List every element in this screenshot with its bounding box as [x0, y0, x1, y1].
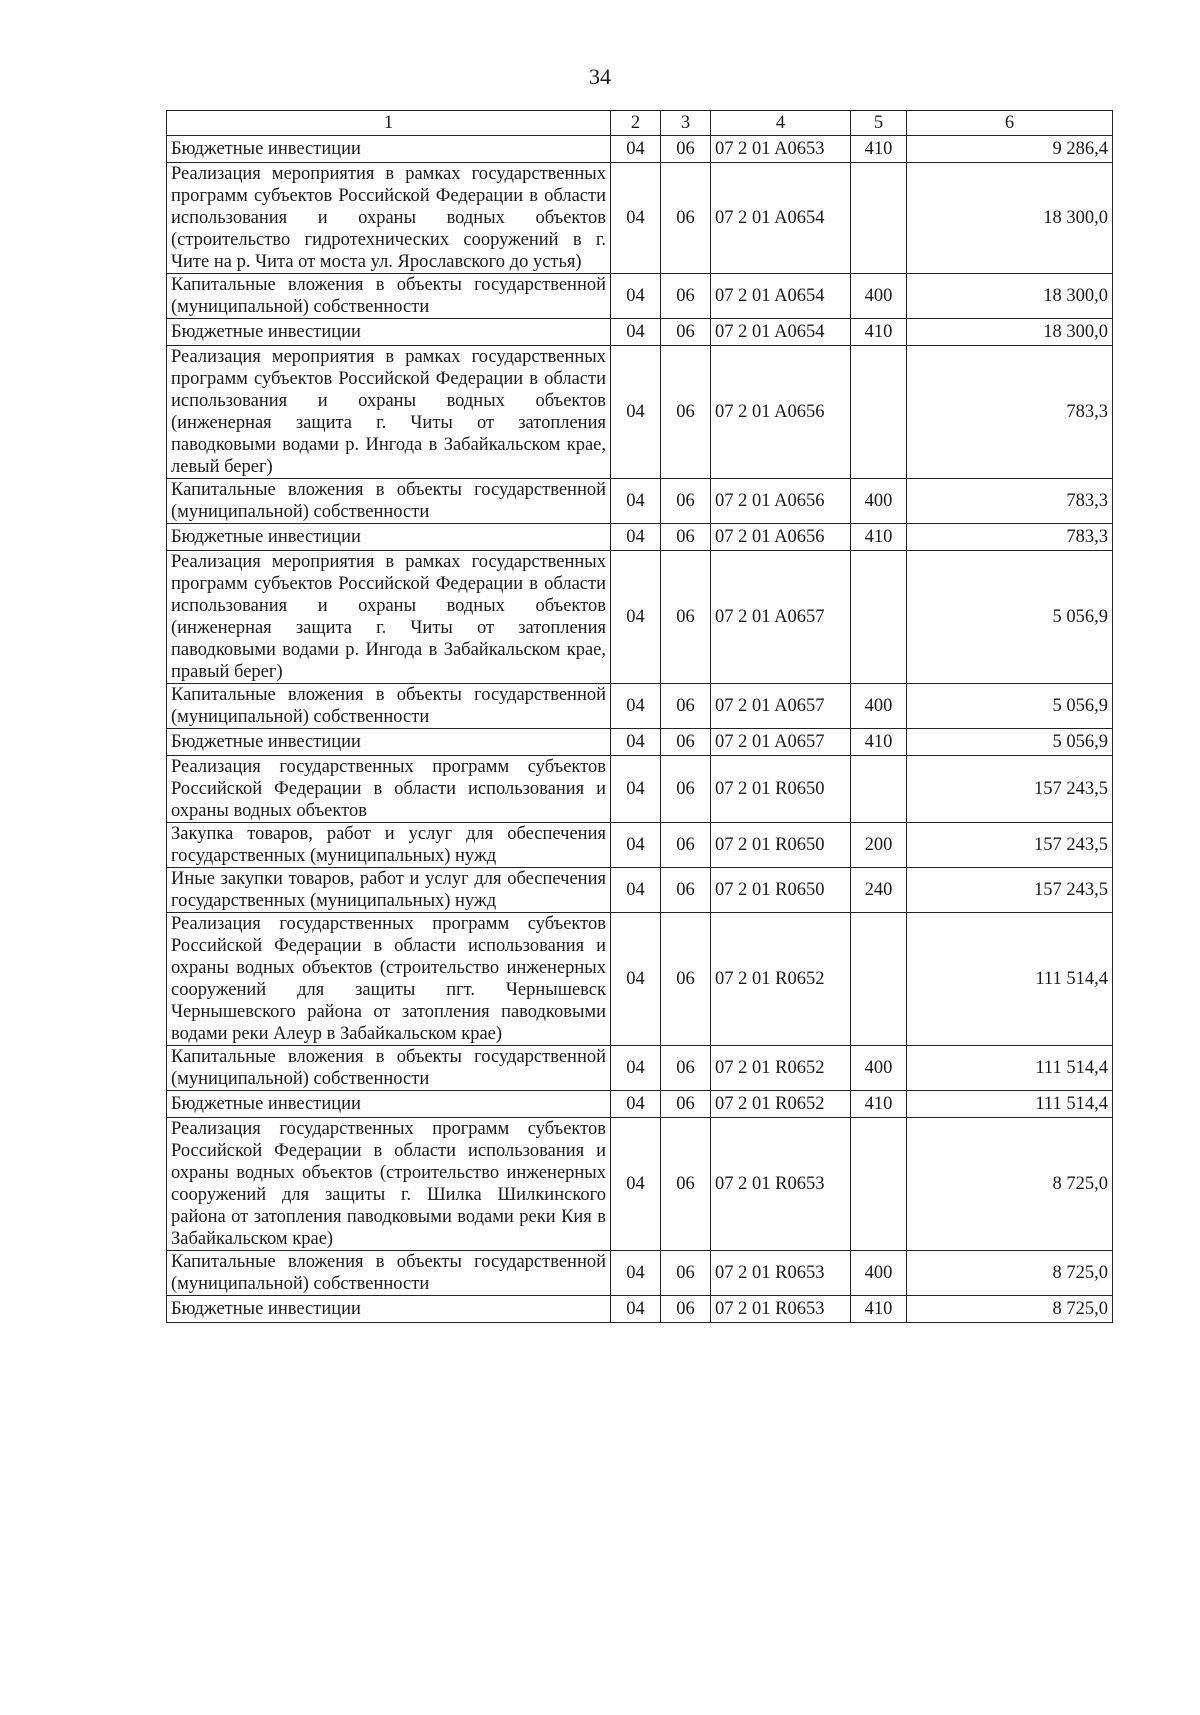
- row-subsection: 06: [661, 551, 711, 684]
- row-amount: 5 056,9: [907, 729, 1113, 756]
- column-header-5: 5: [851, 111, 907, 136]
- table-row: [167, 1251, 1113, 1296]
- row-subsection: 06: [661, 823, 711, 868]
- table-row: [167, 136, 1113, 163]
- row-amount: 8 725,0: [907, 1251, 1113, 1296]
- row-target-code: 07 2 01 R0652: [711, 1046, 851, 1091]
- row-target-code: 07 2 01 R0650: [711, 756, 851, 823]
- row-expense-type: 400: [851, 1046, 907, 1091]
- row-target-code: 07 2 01 R0650: [711, 868, 851, 913]
- row-subsection: 06: [661, 319, 711, 346]
- row-target-code: 07 2 01 R0653: [711, 1296, 851, 1323]
- row-name: Бюджетные инвестиции: [167, 319, 611, 346]
- row-target-code: 07 2 01 R0650: [711, 823, 851, 868]
- row-expense-type: 410: [851, 1091, 907, 1118]
- row-expense-type: [851, 346, 907, 479]
- row-subsection: 06: [661, 868, 711, 913]
- row-target-code: 07 2 01 A0657: [711, 729, 851, 756]
- row-name: Капитальные вложения в объекты государственной (муниципальной) собственности: [167, 684, 611, 729]
- row-amount: 157 243,5: [907, 756, 1113, 823]
- row-subsection: 06: [661, 729, 711, 756]
- row-target-code: 07 2 01 R0652: [711, 1091, 851, 1118]
- table-row: [167, 1046, 1113, 1091]
- row-expense-type: 240: [851, 868, 907, 913]
- row-expense-type: 410: [851, 319, 907, 346]
- table-row: [167, 823, 1113, 868]
- table-row: [167, 479, 1113, 524]
- row-subsection: 06: [661, 346, 711, 479]
- row-target-code: 07 2 01 A0654: [711, 274, 851, 319]
- table-row: [167, 551, 1113, 684]
- row-amount: 5 056,9: [907, 684, 1113, 729]
- table-row: [167, 1118, 1113, 1251]
- table-row: [167, 913, 1113, 1046]
- row-expense-type: 400: [851, 274, 907, 319]
- column-header-1: 1: [167, 111, 611, 136]
- row-subsection: 06: [661, 684, 711, 729]
- row-target-code: 07 2 01 A0657: [711, 551, 851, 684]
- row-section: 04: [611, 756, 661, 823]
- row-section: 04: [611, 274, 661, 319]
- row-section: 04: [611, 729, 661, 756]
- row-amount: 18 300,0: [907, 163, 1113, 274]
- column-header-6: 6: [907, 111, 1113, 136]
- row-subsection: 06: [661, 136, 711, 163]
- row-section: 04: [611, 1118, 661, 1251]
- row-expense-type: 400: [851, 479, 907, 524]
- table-row: [167, 274, 1113, 319]
- row-expense-type: 410: [851, 136, 907, 163]
- row-amount: 8 725,0: [907, 1296, 1113, 1323]
- row-amount: 5 056,9: [907, 551, 1113, 684]
- row-amount: 9 286,4: [907, 136, 1113, 163]
- row-amount: 783,3: [907, 346, 1113, 479]
- table-row: [167, 1296, 1113, 1323]
- row-amount: 111 514,4: [907, 913, 1113, 1046]
- column-header-2: 2: [611, 111, 661, 136]
- row-section: 04: [611, 319, 661, 346]
- table-row: [167, 346, 1113, 479]
- row-target-code: 07 2 01 R0652: [711, 913, 851, 1046]
- row-amount: 8 725,0: [907, 1118, 1113, 1251]
- row-target-code: 07 2 01 A0657: [711, 684, 851, 729]
- row-name: Капитальные вложения в объекты государственной (муниципальной) собственности: [167, 274, 611, 319]
- table-row: [167, 163, 1113, 274]
- row-expense-type: 200: [851, 823, 907, 868]
- row-subsection: 06: [661, 1296, 711, 1323]
- row-target-code: 07 2 01 R0653: [711, 1118, 851, 1251]
- table-row: [167, 319, 1113, 346]
- row-subsection: 06: [661, 1251, 711, 1296]
- row-amount: 111 514,4: [907, 1046, 1113, 1091]
- row-name: Реализация государственных программ субъектов Российской Федерации в области использования и охраны водных объектов (строительство инженерных сооружений для защиты г. Шилка Шилкинского района от затопления паводковыми водами реки Кия в Забайкальском крае): [167, 1118, 611, 1251]
- row-section: 04: [611, 868, 661, 913]
- row-expense-type: [851, 163, 907, 274]
- row-section: 04: [611, 1296, 661, 1323]
- row-subsection: 06: [661, 1091, 711, 1118]
- row-subsection: 06: [661, 524, 711, 551]
- row-section: 04: [611, 163, 661, 274]
- row-target-code: 07 2 01 R0653: [711, 1251, 851, 1296]
- page-number: 34: [589, 64, 611, 89]
- row-target-code: 07 2 01 A0656: [711, 524, 851, 551]
- row-section: 04: [611, 136, 661, 163]
- table-row: [167, 1091, 1113, 1118]
- row-name: Бюджетные инвестиции: [167, 136, 611, 163]
- row-amount: 18 300,0: [907, 319, 1113, 346]
- row-expense-type: [851, 913, 907, 1046]
- row-section: 04: [611, 479, 661, 524]
- row-section: 04: [611, 1251, 661, 1296]
- row-section: 04: [611, 346, 661, 479]
- row-amount: 783,3: [907, 479, 1113, 524]
- row-target-code: 07 2 01 A0654: [711, 319, 851, 346]
- row-name: Реализация мероприятия в рамках государственных программ субъектов Российской Федерации в области использования и охраны водных объектов (инженерная защита г. Читы от затопления паводковыми водами р. Ингода в Забайкальском крае, правый берег): [167, 551, 611, 684]
- row-subsection: 06: [661, 756, 711, 823]
- row-section: 04: [611, 823, 661, 868]
- row-section: 04: [611, 913, 661, 1046]
- row-expense-type: [851, 1118, 907, 1251]
- column-header-4: 4: [711, 111, 851, 136]
- row-section: 04: [611, 551, 661, 684]
- row-subsection: 06: [661, 274, 711, 319]
- row-name: Реализация государственных программ субъектов Российской Федерации в области использования и охраны водных объектов (строительство инженерных сооружений для защиты пгт. Чернышевск Чернышевского района от затопления паводковыми водами реки Алеур в Забайкальском крае): [167, 913, 611, 1046]
- row-section: 04: [611, 1091, 661, 1118]
- row-expense-type: 410: [851, 524, 907, 551]
- table-row: [167, 729, 1113, 756]
- row-name: Бюджетные инвестиции: [167, 524, 611, 551]
- row-name: Капитальные вложения в объекты государственной (муниципальной) собственности: [167, 1046, 611, 1091]
- budget-table: [166, 110, 1113, 1323]
- row-expense-type: 410: [851, 729, 907, 756]
- row-expense-type: [851, 551, 907, 684]
- row-amount: 111 514,4: [907, 1091, 1113, 1118]
- row-name: Реализация государственных программ субъектов Российской Федерации в области использования и охраны водных объектов: [167, 756, 611, 823]
- row-expense-type: 400: [851, 1251, 907, 1296]
- row-target-code: 07 2 01 A0654: [711, 163, 851, 274]
- row-subsection: 06: [661, 913, 711, 1046]
- row-name: Реализация мероприятия в рамках государственных программ субъектов Российской Федерации в области использования и охраны водных объектов (инженерная защита г. Читы от затопления паводковыми водами р. Ингода в Забайкальском крае, левый берег): [167, 346, 611, 479]
- row-section: 04: [611, 1046, 661, 1091]
- row-expense-type: 400: [851, 684, 907, 729]
- row-section: 04: [611, 524, 661, 551]
- row-amount: 18 300,0: [907, 274, 1113, 319]
- row-expense-type: 410: [851, 1296, 907, 1323]
- row-name: Бюджетные инвестиции: [167, 729, 611, 756]
- row-subsection: 06: [661, 479, 711, 524]
- row-subsection: 06: [661, 163, 711, 274]
- row-amount: 157 243,5: [907, 823, 1113, 868]
- row-target-code: 07 2 01 A0656: [711, 346, 851, 479]
- row-target-code: 07 2 01 A0656: [711, 479, 851, 524]
- row-name: Бюджетные инвестиции: [167, 1296, 611, 1323]
- table-header-row: [167, 111, 1113, 136]
- row-target-code: 07 2 01 A0653: [711, 136, 851, 163]
- row-subsection: 06: [661, 1118, 711, 1251]
- row-name: Капитальные вложения в объекты государственной (муниципальной) собственности: [167, 1251, 611, 1296]
- table-row: [167, 756, 1113, 823]
- column-header-3: 3: [661, 111, 711, 136]
- row-name: Закупка товаров, работ и услуг для обеспечения государственных (муниципальных) нужд: [167, 823, 611, 868]
- row-name: Реализация мероприятия в рамках государственных программ субъектов Российской Федерации в области использования и охраны водных объектов (строительство гидротехнических сооружений в г. Чите на р. Чита от моста ул. Ярославского до устья): [167, 163, 611, 274]
- row-name: Капитальные вложения в объекты государственной (муниципальной) собственности: [167, 479, 611, 524]
- row-name: Бюджетные инвестиции: [167, 1091, 611, 1118]
- row-subsection: 06: [661, 1046, 711, 1091]
- row-amount: 157 243,5: [907, 868, 1113, 913]
- row-section: 04: [611, 684, 661, 729]
- table-row: [167, 524, 1113, 551]
- row-amount: 783,3: [907, 524, 1113, 551]
- row-name: Иные закупки товаров, работ и услуг для обеспечения государственных (муниципальных) нужд: [167, 868, 611, 913]
- row-expense-type: [851, 756, 907, 823]
- table-row: [167, 868, 1113, 913]
- table-row: [167, 684, 1113, 729]
